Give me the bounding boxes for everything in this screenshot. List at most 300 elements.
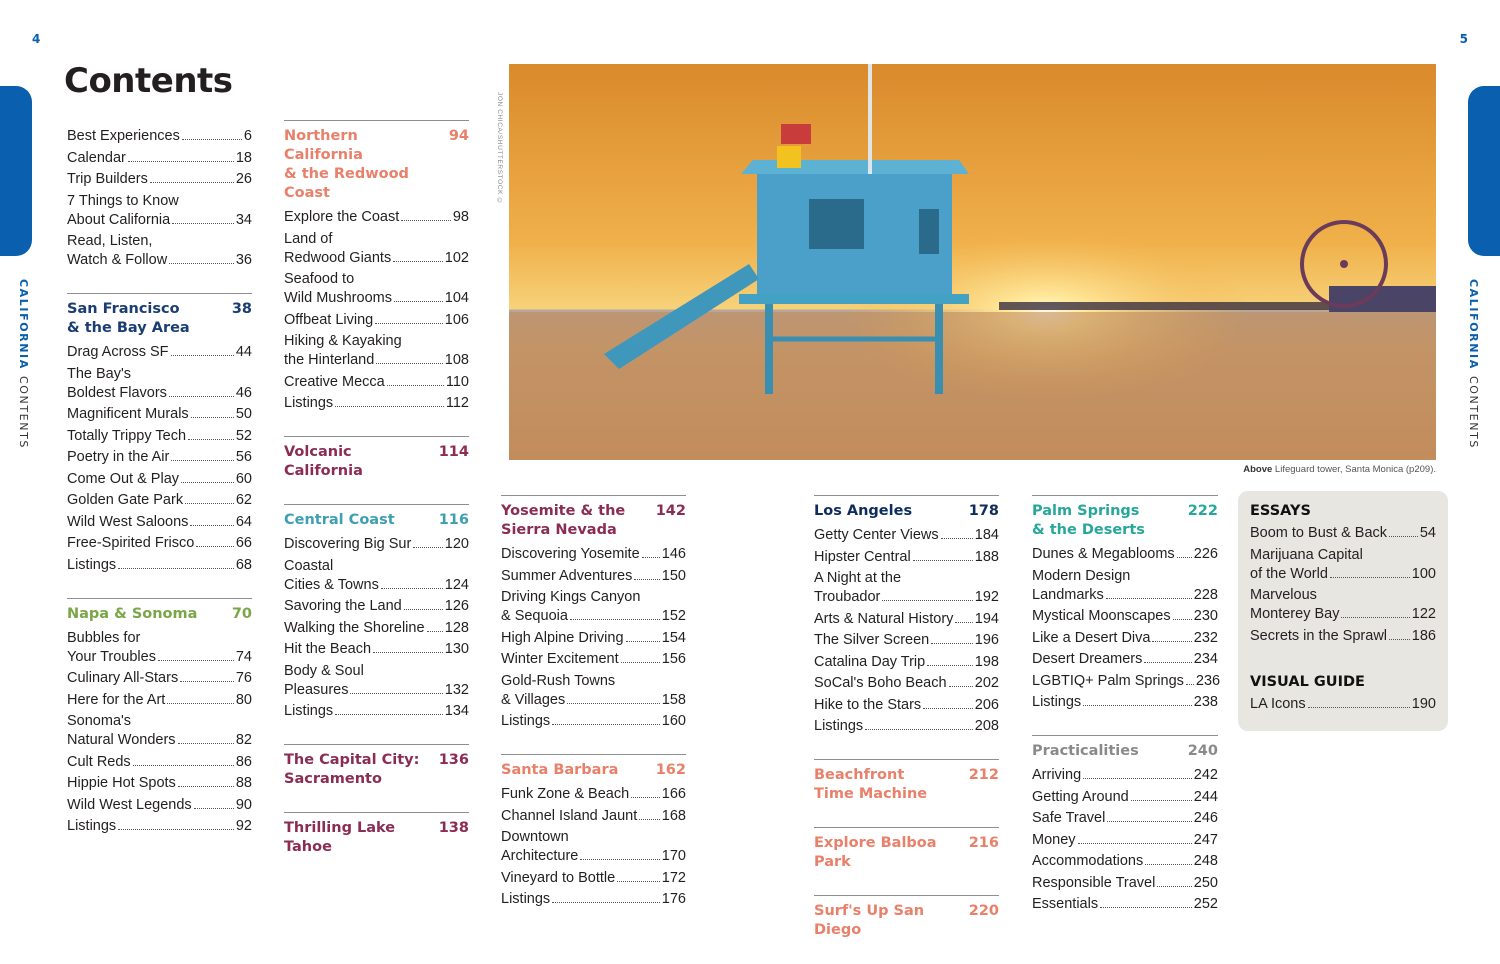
entry-page-number: 80 <box>235 691 252 708</box>
section-heading[interactable] <box>814 502 999 521</box>
section-page-number: 94 <box>448 128 469 144</box>
entry-page-number: 190 <box>1411 695 1436 712</box>
section-page-number: 114 <box>438 444 469 460</box>
entry-title: Summer Adventures <box>501 567 633 584</box>
toc-entry[interactable] <box>501 890 686 909</box>
toc-entry[interactable] <box>67 127 252 146</box>
toc-entry[interactable] <box>1032 831 1218 850</box>
entry-page-number: 194 <box>974 610 999 627</box>
section-title-line: Time Machine <box>814 786 928 802</box>
toc-entry[interactable] <box>814 653 999 672</box>
toc-entry[interactable] <box>67 427 252 446</box>
entry-title: Getting Around <box>1032 788 1129 805</box>
entry-page-number: 202 <box>974 675 999 691</box>
toc-entry[interactable] <box>501 785 686 804</box>
entry-page-number: 36 <box>235 252 252 268</box>
toc-entry[interactable] <box>501 712 686 731</box>
toc-entry[interactable] <box>67 796 252 815</box>
entry-page-number: 76 <box>235 670 252 686</box>
toc-entry[interactable] <box>284 230 469 268</box>
toc-entry[interactable] <box>67 149 252 168</box>
dot-leader <box>1100 907 1192 908</box>
section-page-number: 222 <box>1187 503 1218 519</box>
section-heading[interactable] <box>814 766 999 804</box>
entry-title: Marijuana Capital <box>1250 546 1363 563</box>
entry-title: 7 Things to Know <box>67 192 179 209</box>
toc-entry[interactable] <box>67 774 252 793</box>
section-heading[interactable] <box>501 502 686 540</box>
entry-page-number: 154 <box>661 629 686 646</box>
entry-title: Listings <box>284 395 334 411</box>
toc-entry[interactable] <box>284 597 469 616</box>
dot-leader <box>182 139 242 140</box>
section-heading[interactable] <box>284 127 469 203</box>
entry-page-number: 100 <box>1411 565 1436 582</box>
entry-page-number: 232 <box>1193 629 1218 646</box>
toc-entry[interactable] <box>284 394 469 413</box>
entry-title: Watch & Follow <box>67 252 168 268</box>
toc-entry[interactable] <box>1032 852 1218 871</box>
entry-title: Coastal <box>284 557 334 574</box>
dot-leader <box>1107 821 1191 822</box>
entry-title: Explore the Coast <box>284 209 400 225</box>
toc-entry[interactable] <box>67 491 252 510</box>
toc-entry[interactable] <box>67 232 252 270</box>
section-title-line: Thrilling Lake Tahoe <box>284 820 396 855</box>
section-heading[interactable] <box>284 443 469 481</box>
toc-entry[interactable] <box>284 640 469 659</box>
section-title <box>284 443 431 481</box>
entry-title: Wild West Legends <box>67 796 192 813</box>
section-napa-sonoma <box>67 598 252 837</box>
toc-entry[interactable] <box>284 535 469 554</box>
section-page-number: 240 <box>1187 743 1218 759</box>
dot-leader <box>194 808 234 809</box>
toc-entry[interactable] <box>284 619 469 638</box>
dot-leader <box>642 557 660 558</box>
toc-entry[interactable] <box>67 669 252 688</box>
toc-entry[interactable] <box>1032 895 1218 914</box>
toc-entry[interactable] <box>814 548 999 567</box>
entry-title: Seafood to <box>284 271 355 287</box>
section-title-line: Santa Barbara <box>501 762 619 778</box>
section-title <box>501 761 618 780</box>
section-title <box>814 766 927 804</box>
entry-title: Boldest Flavors <box>67 384 167 401</box>
entry-page-number: 122 <box>1411 606 1436 622</box>
dot-leader <box>381 588 443 589</box>
entry-page-number: 124 <box>444 576 469 593</box>
dot-leader <box>181 482 234 483</box>
toc-entry[interactable] <box>1032 766 1218 785</box>
entry-title: Listings <box>501 891 551 907</box>
dot-leader <box>1389 536 1418 537</box>
entry-title: Secrets in the Sprawl <box>1250 627 1388 644</box>
entry-title: Money <box>1032 831 1076 848</box>
dot-leader <box>118 829 234 830</box>
dot-leader <box>133 765 234 766</box>
entry-title: High Alpine Driving <box>501 629 624 646</box>
toc-entry[interactable] <box>1032 650 1218 669</box>
section-title <box>814 502 912 521</box>
section-heading[interactable] <box>67 605 252 624</box>
entry-title: Drag Across SF <box>67 344 169 360</box>
section-title-line: The Capital City: <box>284 752 420 768</box>
entry-page-number: 18 <box>235 149 252 166</box>
dot-leader <box>617 881 660 882</box>
dot-leader <box>552 902 660 903</box>
dot-leader <box>1177 557 1192 558</box>
toc-entry[interactable] <box>67 343 252 362</box>
section-title-line: Palm Springs <box>1032 503 1140 519</box>
section-title <box>1032 502 1145 540</box>
entry-title: Getty Center Views <box>814 527 939 543</box>
entry-title: Hiking & Kayaking <box>284 333 402 349</box>
toc-entry[interactable] <box>501 650 686 669</box>
section-title-line: Explore Balboa Park <box>814 835 937 870</box>
entry-title: Architecture <box>501 848 579 864</box>
entry-title: Essentials <box>1032 896 1099 912</box>
toc-entry[interactable] <box>814 610 999 629</box>
entry-page-number: 208 <box>974 718 999 734</box>
toc-entry[interactable] <box>67 448 252 467</box>
toc-entry[interactable] <box>501 869 686 888</box>
dot-leader <box>118 568 234 569</box>
toc-entry[interactable] <box>284 557 469 595</box>
toc-entry[interactable] <box>814 569 999 607</box>
toc-entry[interactable] <box>501 545 686 564</box>
side-label-right: CALIFORNIACONTENTS <box>1467 279 1480 449</box>
toc-entry[interactable] <box>284 208 469 227</box>
toc-entry[interactable] <box>1032 567 1218 605</box>
toc-entry[interactable] <box>284 373 469 392</box>
dot-leader <box>171 355 234 356</box>
dot-leader <box>394 301 443 302</box>
essays-box <box>1238 491 1448 731</box>
entry-title: Walking the Shoreline <box>284 619 425 636</box>
entry-page-number: 132 <box>444 681 469 698</box>
section-heading[interactable] <box>1032 742 1218 761</box>
entry-page-number: 242 <box>1193 767 1218 783</box>
entry-title: Boom to Bust & Back <box>1250 525 1388 541</box>
entry-title: Land of <box>284 230 333 247</box>
entry-page-number: 6 <box>243 128 252 144</box>
entry-title: SoCal's Boho Beach <box>814 675 947 691</box>
toc-entry[interactable] <box>501 672 686 710</box>
right-section-tab <box>1468 86 1500 256</box>
entry-page-number: 126 <box>444 598 469 614</box>
toc-entry[interactable] <box>814 696 999 715</box>
photo-credit: JON CHICA/SHUTTERSTOCK © <box>496 92 503 206</box>
entry-page-number: 248 <box>1193 853 1218 869</box>
toc-entry[interactable] <box>67 712 252 750</box>
entry-title: Downtown <box>501 829 569 845</box>
section-heading[interactable] <box>67 300 252 338</box>
entry-page-number: 60 <box>235 470 252 487</box>
dot-leader <box>882 600 972 601</box>
entry-title: Bubbles for <box>67 629 141 646</box>
entry-title: Desert Dreamers <box>1032 651 1143 667</box>
toc-entry[interactable] <box>501 828 686 866</box>
toc-entry[interactable] <box>501 588 686 626</box>
entry-title: Poetry in the Air <box>67 449 170 465</box>
toc-entry[interactable] <box>67 470 252 489</box>
section-heading[interactable] <box>1032 502 1218 540</box>
section-title <box>814 902 961 940</box>
entry-page-number: 54 <box>1419 525 1436 541</box>
entry-page-number: 146 <box>661 546 686 562</box>
toc-entry[interactable] <box>1032 874 1218 893</box>
entry-page-number: 112 <box>445 395 469 411</box>
dot-leader <box>401 220 451 221</box>
section-heading[interactable] <box>284 751 469 789</box>
entry-page-number: 228 <box>1193 586 1218 603</box>
section-title-line: Sacramento <box>284 771 382 787</box>
entry-page-number: 244 <box>1193 788 1218 805</box>
toc-entry[interactable] <box>67 192 252 230</box>
section-title-line: Practicalities <box>1032 743 1139 759</box>
section-san-francisco <box>67 293 252 575</box>
entry-page-number: 156 <box>661 651 686 667</box>
dot-leader <box>158 660 234 661</box>
toc-entry[interactable] <box>1032 545 1218 564</box>
entry-title: Listings <box>284 703 334 719</box>
section-yosemite <box>501 495 686 731</box>
entry-page-number: 88 <box>235 775 252 791</box>
toc-entry[interactable] <box>67 405 252 424</box>
visual-guide-list <box>1250 695 1436 714</box>
section-title <box>814 834 961 872</box>
dot-leader <box>631 797 660 798</box>
entry-title: The Silver Screen <box>814 632 930 648</box>
toc-entry[interactable] <box>501 807 686 826</box>
dot-leader <box>169 396 234 397</box>
entry-page-number: 44 <box>235 344 252 360</box>
section-heading[interactable] <box>501 761 686 780</box>
toc-entry[interactable] <box>67 513 252 532</box>
dot-leader <box>955 622 972 623</box>
toc-entry[interactable] <box>1032 809 1218 828</box>
section-heading[interactable] <box>284 511 469 530</box>
entry-title: Discovering Big Sur <box>284 536 412 552</box>
toc-entry[interactable] <box>284 662 469 700</box>
dot-leader <box>621 662 660 663</box>
entry-title: A Night at the <box>814 570 902 586</box>
entry-title: Creative Mecca <box>284 373 385 390</box>
entry-title: Hipster Central <box>814 548 911 565</box>
entry-title: Troubador <box>814 589 881 605</box>
entry-page-number: 170 <box>661 848 686 864</box>
entry-title: Mystical Moonscapes <box>1032 608 1171 624</box>
visual-guide-heading: VISUAL GUIDE <box>1250 673 1365 690</box>
toc-entry[interactable] <box>67 556 252 575</box>
toc-entry[interactable] <box>67 170 252 189</box>
section-page-number: 138 <box>438 820 469 836</box>
entry-page-number: 34 <box>235 211 252 228</box>
toc-entry[interactable] <box>814 631 999 650</box>
toc-entry[interactable] <box>67 365 252 403</box>
toc-entry[interactable] <box>1032 607 1218 626</box>
entry-title: Read, Listen, <box>67 233 153 249</box>
dot-leader <box>171 460 234 461</box>
section-heading[interactable] <box>284 819 469 857</box>
entry-page-number: 186 <box>1411 627 1436 644</box>
toc-entry[interactable] <box>284 311 469 330</box>
section-surfs-up <box>814 895 999 940</box>
toc-entry[interactable] <box>1032 693 1218 712</box>
toc-entry[interactable] <box>1250 627 1436 646</box>
page-number-left: 4 <box>32 32 41 46</box>
toc-entry[interactable] <box>67 753 252 772</box>
entry-title: the Hinterland <box>284 352 375 368</box>
toc-entry[interactable] <box>501 567 686 586</box>
toc-entry[interactable] <box>1250 546 1436 584</box>
entry-title: Hit the Beach <box>284 641 372 657</box>
entry-page-number: 110 <box>445 373 469 390</box>
dot-leader <box>191 417 234 418</box>
section-heading[interactable] <box>814 902 999 940</box>
entry-page-number: 74 <box>235 648 252 665</box>
toc-entry[interactable] <box>1032 788 1218 807</box>
entry-title: Sonoma's <box>67 713 132 729</box>
section-title-line: & the Redwood Coast <box>284 166 409 201</box>
section-balboa-park <box>814 827 999 872</box>
toc-entry[interactable] <box>67 691 252 710</box>
toc-entry[interactable] <box>501 629 686 648</box>
entry-title: Hippie Hot Spots <box>67 775 176 791</box>
left-section-tab <box>0 86 32 256</box>
entry-title: Listings <box>814 718 864 734</box>
dot-leader <box>427 631 443 632</box>
dot-leader <box>865 729 973 730</box>
entry-page-number: 102 <box>444 249 469 266</box>
entry-title: Totally Trippy Tech <box>67 427 187 444</box>
section-palm-springs <box>1032 495 1221 712</box>
toc-entry[interactable] <box>1250 695 1436 714</box>
entry-title: Best Experiences <box>67 128 180 144</box>
toc-entry[interactable] <box>1250 524 1436 543</box>
entry-title: Dunes & Megablooms <box>1032 546 1175 562</box>
entry-page-number: 196 <box>974 632 999 648</box>
entry-title: & Villages <box>501 691 566 708</box>
entry-title: Culinary All-Stars <box>67 670 179 686</box>
entry-page-number: 252 <box>1193 896 1218 912</box>
entry-page-number: 198 <box>974 653 999 670</box>
dot-leader <box>178 786 234 787</box>
entry-title: Landmarks <box>1032 586 1104 603</box>
entry-page-number: 108 <box>444 352 469 368</box>
toc-entry[interactable] <box>67 817 252 836</box>
dot-leader <box>196 546 234 547</box>
entry-title: Listings <box>67 818 117 834</box>
entry-page-number: 98 <box>452 209 469 225</box>
section-page-number: 142 <box>655 503 686 519</box>
section-title <box>284 127 441 203</box>
dot-leader <box>1389 639 1410 640</box>
entry-title: Gold-Rush Towns <box>501 672 616 689</box>
entry-page-number: 64 <box>235 513 252 530</box>
entry-page-number: 230 <box>1193 608 1218 624</box>
toc-entry[interactable] <box>284 270 469 308</box>
dot-leader <box>350 693 442 694</box>
entry-page-number: 150 <box>661 567 686 584</box>
dot-leader <box>178 743 234 744</box>
toc-entry[interactable] <box>814 674 999 693</box>
toc-entry[interactable] <box>814 526 999 545</box>
dot-leader <box>404 609 443 610</box>
entry-title: Body & Soul <box>284 662 364 679</box>
entry-title: Accommodations <box>1032 853 1144 869</box>
dot-leader <box>373 652 443 653</box>
section-title-line: Sierra Nevada <box>501 522 617 538</box>
section-page-number: 216 <box>968 835 999 851</box>
toc-entry[interactable] <box>284 702 469 721</box>
section-heading[interactable] <box>814 834 999 872</box>
dot-leader <box>913 560 973 561</box>
section-beachfront <box>814 759 999 804</box>
entry-page-number: 120 <box>444 536 469 552</box>
dot-leader <box>1152 641 1191 642</box>
section-title-line: Napa & Sonoma <box>67 605 198 622</box>
entry-page-number: 234 <box>1193 651 1218 667</box>
entry-page-number: 238 <box>1193 694 1218 710</box>
dot-leader <box>949 686 973 687</box>
dot-leader <box>1144 662 1191 663</box>
entry-title: Channel Island Jaunt <box>501 807 638 824</box>
entry-page-number: 56 <box>235 449 252 465</box>
entry-page-number: 247 <box>1193 831 1218 848</box>
dot-leader <box>570 619 660 620</box>
entry-page-number: 104 <box>444 290 469 306</box>
entry-title: LGBTIQ+ Palm Springs <box>1032 672 1184 689</box>
dot-leader <box>1173 619 1192 620</box>
section-title-line: Los Angeles <box>814 503 913 519</box>
section-title <box>284 819 431 857</box>
dot-leader <box>150 182 234 183</box>
entry-title: Cities & Towns <box>284 576 379 593</box>
toc-entry[interactable] <box>1032 629 1218 648</box>
toc-entry[interactable] <box>284 332 469 370</box>
entry-title: of the World <box>1250 565 1328 582</box>
entry-page-number: 176 <box>661 891 686 907</box>
section-page-number: 162 <box>655 762 686 778</box>
toc-entry[interactable] <box>67 534 252 553</box>
dot-leader <box>190 525 233 526</box>
entry-title: Here for the Art <box>67 691 166 708</box>
entry-page-number: 128 <box>444 619 469 636</box>
essays-heading: ESSAYS <box>1250 503 1311 519</box>
entry-page-number: 250 <box>1193 874 1218 891</box>
dot-leader <box>413 547 442 548</box>
entry-title: Trip Builders <box>67 171 148 187</box>
toc-entry[interactable] <box>67 629 252 667</box>
dot-leader <box>639 819 660 820</box>
entry-title: Funk Zone & Beach <box>501 786 630 802</box>
toc-entry[interactable] <box>814 717 999 736</box>
dot-leader <box>1078 843 1192 844</box>
section-title <box>67 605 197 624</box>
section-title-line: San Francisco <box>67 301 180 317</box>
entry-page-number: 46 <box>235 384 252 401</box>
section-title-line: & the Deserts <box>1032 522 1145 538</box>
entry-page-number: 206 <box>974 696 999 713</box>
toc-entry[interactable] <box>1032 672 1221 691</box>
section-los-angeles <box>814 495 999 736</box>
entry-page-number: 226 <box>1193 546 1218 562</box>
toc-entry[interactable] <box>1250 586 1436 624</box>
dot-leader <box>931 643 973 644</box>
entry-page-number: 134 <box>444 703 469 719</box>
